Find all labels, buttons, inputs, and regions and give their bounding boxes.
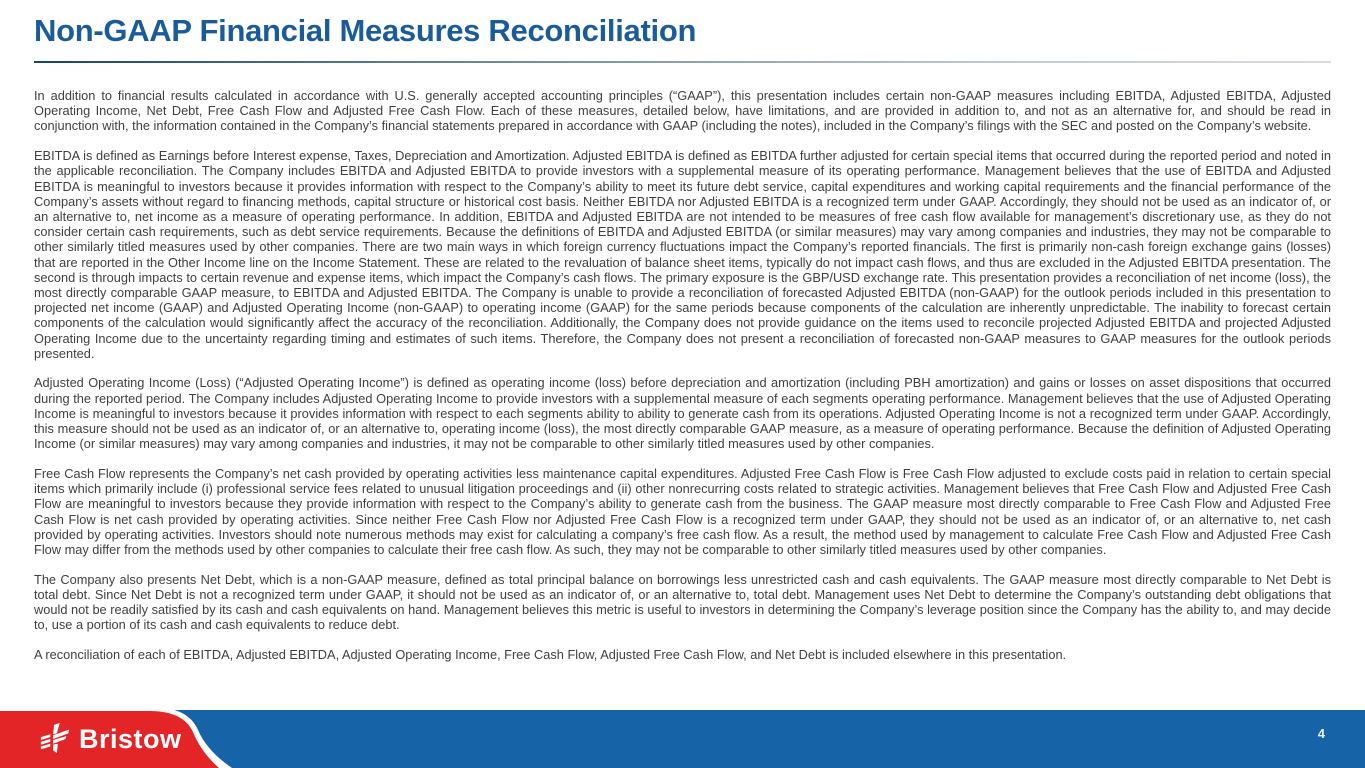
paragraph-adjusted-operating-income: Adjusted Operating Income (Loss) (“Adjusted Operating Income”) is defined as operating income (loss) before depreciation and amortization (including PBH amortization) and gains or losses on asset dispositions that occurred during the reported period. The Company includes Adjusted Operating Income to provide investors with a supplemental measure of each segments operating performance. Management believes that the use of Adjusted Operating Income is meaningful to investors because it provides information with respect to each segments ability to ability to generate cash from its operations. Adjusted Operating Income is not a recognized term under GAAP. Accordingly, this measure should not be used as an indicator of, or an alternative to, operating income (loss), the most directly comparable GAAP measure, as a measure of operating performance. Because the definition of Adjusted Operating Income (or similar measures) may vary among companies and industries, it may not be comparable to other similarly titled measures used by other companies.	[34, 375, 1331, 452]
body-text	[34, 88, 1331, 677]
paragraph-net-debt: The Company also presents Net Debt, which is a non-GAAP measure, defined as total principal balance on borrowings less unrestricted cash and cash equivalents. The GAAP measure most directly comparable to Net Debt is total debt. Since Net Debt is not a recognized term under GAAP, it should not be used as an indicator of, or an alternative to, total debt. Management uses Net Debt to determine the Company’s outstanding debt obligations that would not be readily satisfied by its cash and cash equivalents on hand. Management believes this metric is useful to investors in determining the Company’s leverage position since the Company has the ability to, and may decide to, use a portion of its cash and cash equivalents to reduce debt.	[34, 571, 1331, 633]
page-number: 4	[1317, 726, 1325, 741]
paragraph-ebitda: EBITDA is defined as Earnings before Interest expense, Taxes, Depreciation and Amortization. Adjusted EBITDA is defined as EBITDA further adjusted for certain special items that occurred during the reported period and noted in the applicable reconciliation. The Company includes EBITDA and Adjusted EBITDA to provide investors with a supplemental measure of its operating performance. Management believes that the use of EBITDA and Adjusted EBITDA is meaningful to investors because it provides information with respect to the Company’s ability to meet its future debt service, capital expenditures and working capital requirements and the financial performance of the Company’s assets without regard to financing methods, capital structure or historical cost basis. Neither EBITDA nor Adjusted EBITDA is a recognized term under GAAP. Accordingly, they should not be used as an indicator of, or an alternative to, net income as a measure of operating performance. In addition, EBITDA and Adjusted EBITDA are not intended to be measures of free cash flow available for management’s discretionary use, as they do not consider certain cash requirements, such as debt service requirements. Because the definitions of EBITDA and Adjusted EBITDA (or similar measures) may vary among companies and industries, they may not be comparable to other similarly titled measures used by other companies. There are two main ways in which foreign currency fluctuations impact the Company’s reported financials. The first is primarily non-cash foreign exchange gains (losses) that are reported in the Other Income line on the Income Statement. These are related to the revaluation of balance sheet items, typically do not impact cash flows, and thus are excluded in the Adjusted EBITDA presentation. The second is through impacts to certain revenue and expense items, which impact the Company’s cash flows. The primary exposure is the GBP/USD exchange rate. This presentation provides a reconciliation of net income (loss), the most directly comparable GAAP measure, to EBITDA and Adjusted EBITDA. The Company is unable to provide a reconciliation of forecasted Adjusted EBITDA (non-GAAP) for the outlook periods included in this presentation to projected net income (GAAP) and Adjusted Operating Income (non-GAAP) to operating income (GAAP) for the same periods because components of the calculation are inherently unpredictable. The inability to forecast certain components of the calculation would significantly affect the accuracy of the reconciliation. Additionally, the Company does not provide guidance on the items used to reconcile projected Adjusted EBITDA and projected Adjusted Operating Income due to the uncertainty regarding timing and estimates of such items. Therefore, the Company does not present a reconciliation of forecasted non-GAAP measures to GAAP measures for the outlook periods presented.	[34, 148, 1331, 361]
paragraph-free-cash-flow: Free Cash Flow represents the Company’s net cash provided by operating activities less maintenance capital expenditures. Adjusted Free Cash Flow is Free Cash Flow adjusted to exclude costs paid in relation to certain special items which primarily include (i) professional service fees related to unusual litigation proceedings and (ii) other nonrecurring costs related to strategic activities. Management believes that Free Cash Flow and Adjusted Free Cash Flow are meaningful to investors because they provide information with respect to the Company’s ability to generate cash from the business. The GAAP measure most directly comparable to Free Cash Flow and Adjusted Free Cash Flow is net cash provided by operating activities. Since neither Free Cash Flow nor Adjusted Free Cash Flow is a recognized term under GAAP, they should not be used as an indicator of, or an alternative to, net cash provided by operating activities. Investors should note numerous methods may exist for calculating a company’s free cash flow. As a result, the method used by management to calculate Free Cash Flow and Adjusted Free Cash Flow may differ from the methods used by other companies to calculate their free cash flow. As such, they may not be comparable to other similarly titled measures used by other companies.	[34, 465, 1331, 557]
page-title: Non-GAAP Financial Measures Reconciliation	[34, 13, 697, 48]
paragraph-intro: In addition to financial results calculated in accordance with U.S. generally accepted accounting principles (“GAAP”), this presentation includes certain non-GAAP measures including EBITDA, Adjusted EBITDA, Adjusted Operating Income, Net Debt, Free Cash Flow and Adjusted Free Cash Flow. Each of these measures, detailed below, have limitations, and are provided in addition to, and not as an alternative for, and should be read in conjunction with, the information contained in the Company’s financial statements prepared in accordance with GAAP (including the notes), included in the Company’s filings with the SEC and posted on the Company’s website.	[34, 88, 1331, 134]
paragraph-reconciliation-note: A reconciliation of each of EBITDA, Adjusted EBITDA, Adjusted Operating Income, Free Cash Flow, Adjusted Free Cash Flow, and Net Debt is included elsewhere in this presentation.	[34, 647, 1067, 662]
title-divider	[34, 61, 1331, 63]
bristow-rotor-icon	[38, 722, 72, 756]
bristow-logo-text: Bristow	[79, 723, 182, 754]
bristow-logo	[38, 722, 182, 756]
